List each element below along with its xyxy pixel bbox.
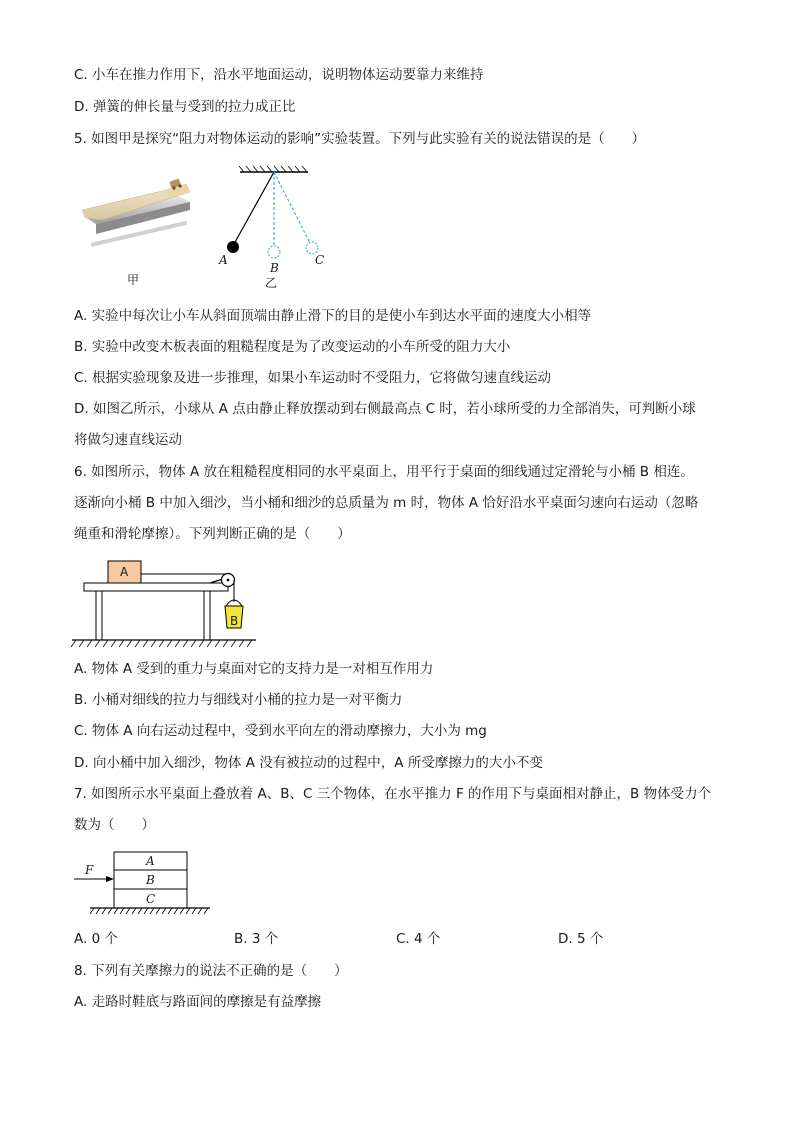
fig5-label-jia: 甲 [127,273,140,287]
fig6-block-a: A [120,565,129,579]
q5-option-c: C. 根据实验现象及进一步推理，如果小车运动时不受阻力，它将做匀速直线运动 [74,370,552,386]
fig7-block-c: C [146,892,156,906]
question-6-stem-2: 逐渐向小桶 B 中加入细沙，当小桶和细沙的总质量为 m 时，物体 A 恰好沿水平桌面匀速向右运动（忽略 [74,495,699,511]
fig7-block-a: A [146,854,155,868]
question-5-stem: 5. 如图甲是探究“阻力对物体运动的影响”实验装置。下列与此实验有关的说法错误的是（ ） [74,131,646,147]
q4-option-d: D. 弹簧的伸长量与受到的拉力成正比 [74,99,296,115]
q8-option-a: A. 走路时鞋底与路面间的摩擦是有益摩擦 [74,994,322,1010]
question-7-stem-2: 数为（ ） [74,817,155,833]
q5-option-d: D. 如图乙所示，小球从 A 点由静止释放摆动到右侧最高点 C 时，若小球所受的力全部消失，可判断小球 [74,401,696,417]
fig5-yi-pendulum [218,164,338,266]
question-6-stem-3: 绳重和滑轮摩擦）。下列判断正确的是（ ） [74,526,351,542]
q7-option-a: A. 0 个 [74,931,118,947]
question-7-stem: 7. 如图所示水平桌面上叠放着 A、B、C 三个物体，在水平推力 F 的作用下与桌面相对静止，B 物体受力个 [74,786,712,802]
fig7-stacked-blocks [70,846,220,918]
fig5-point-b: B [270,261,279,275]
q5-option-b: B. 实验中改变木板表面的粗糙程度是为了改变运动的小车所受的阻力大小 [74,339,511,355]
q7-option-c: C. 4 个 [396,931,441,947]
fig7-force-f: F [85,863,94,877]
q6-option-d: D. 向小桶中加入细沙，物体 A 没有被拉动的过程中，A 所受摩擦力的大小不变 [74,755,543,771]
q4-option-c: C. 小车在推力作用下，沿水平地面运动，说明物体运动要靠力来维持 [74,67,484,83]
question-6-stem: 6. 如图所示，物体 A 放在粗糙程度相同的水平桌面上，用平行于桌面的细线通过定滑轮与小桶 B 相连。 [74,464,694,480]
q5-option-d-cont: 将做匀速直线运动 [74,432,182,448]
fig6-table-pulley [70,556,260,652]
q6-option-c: C. 物体 A 向右运动过程中，受到水平向左的滑动摩擦力，大小为 mg [74,723,487,739]
fig7-block-b: B [146,873,155,887]
q7-option-b: B. 3 个 [234,931,279,947]
q6-option-b: B. 小桶对细线的拉力与细线对小桶的拉力是一对平衡力 [74,692,403,708]
question-8-stem: 8. 下列有关摩擦力的说法不正确的是（ ） [74,963,348,979]
fig5-label-yi: 乙 [265,276,278,290]
q7-option-d: D. 5 个 [558,931,604,947]
fig5-jia-apparatus [78,170,198,260]
q5-option-a: A. 实验中每次让小车从斜面顶端由静止滑下的目的是使小车到达水平面的速度大小相等 [74,308,592,324]
fig5-point-a: A [219,253,228,267]
fig5-point-c: C [315,253,325,267]
fig6-bucket-b: B [230,614,239,628]
q6-option-a: A. 物体 A 受到的重力与桌面对它的支持力是一对相互作用力 [74,661,434,677]
